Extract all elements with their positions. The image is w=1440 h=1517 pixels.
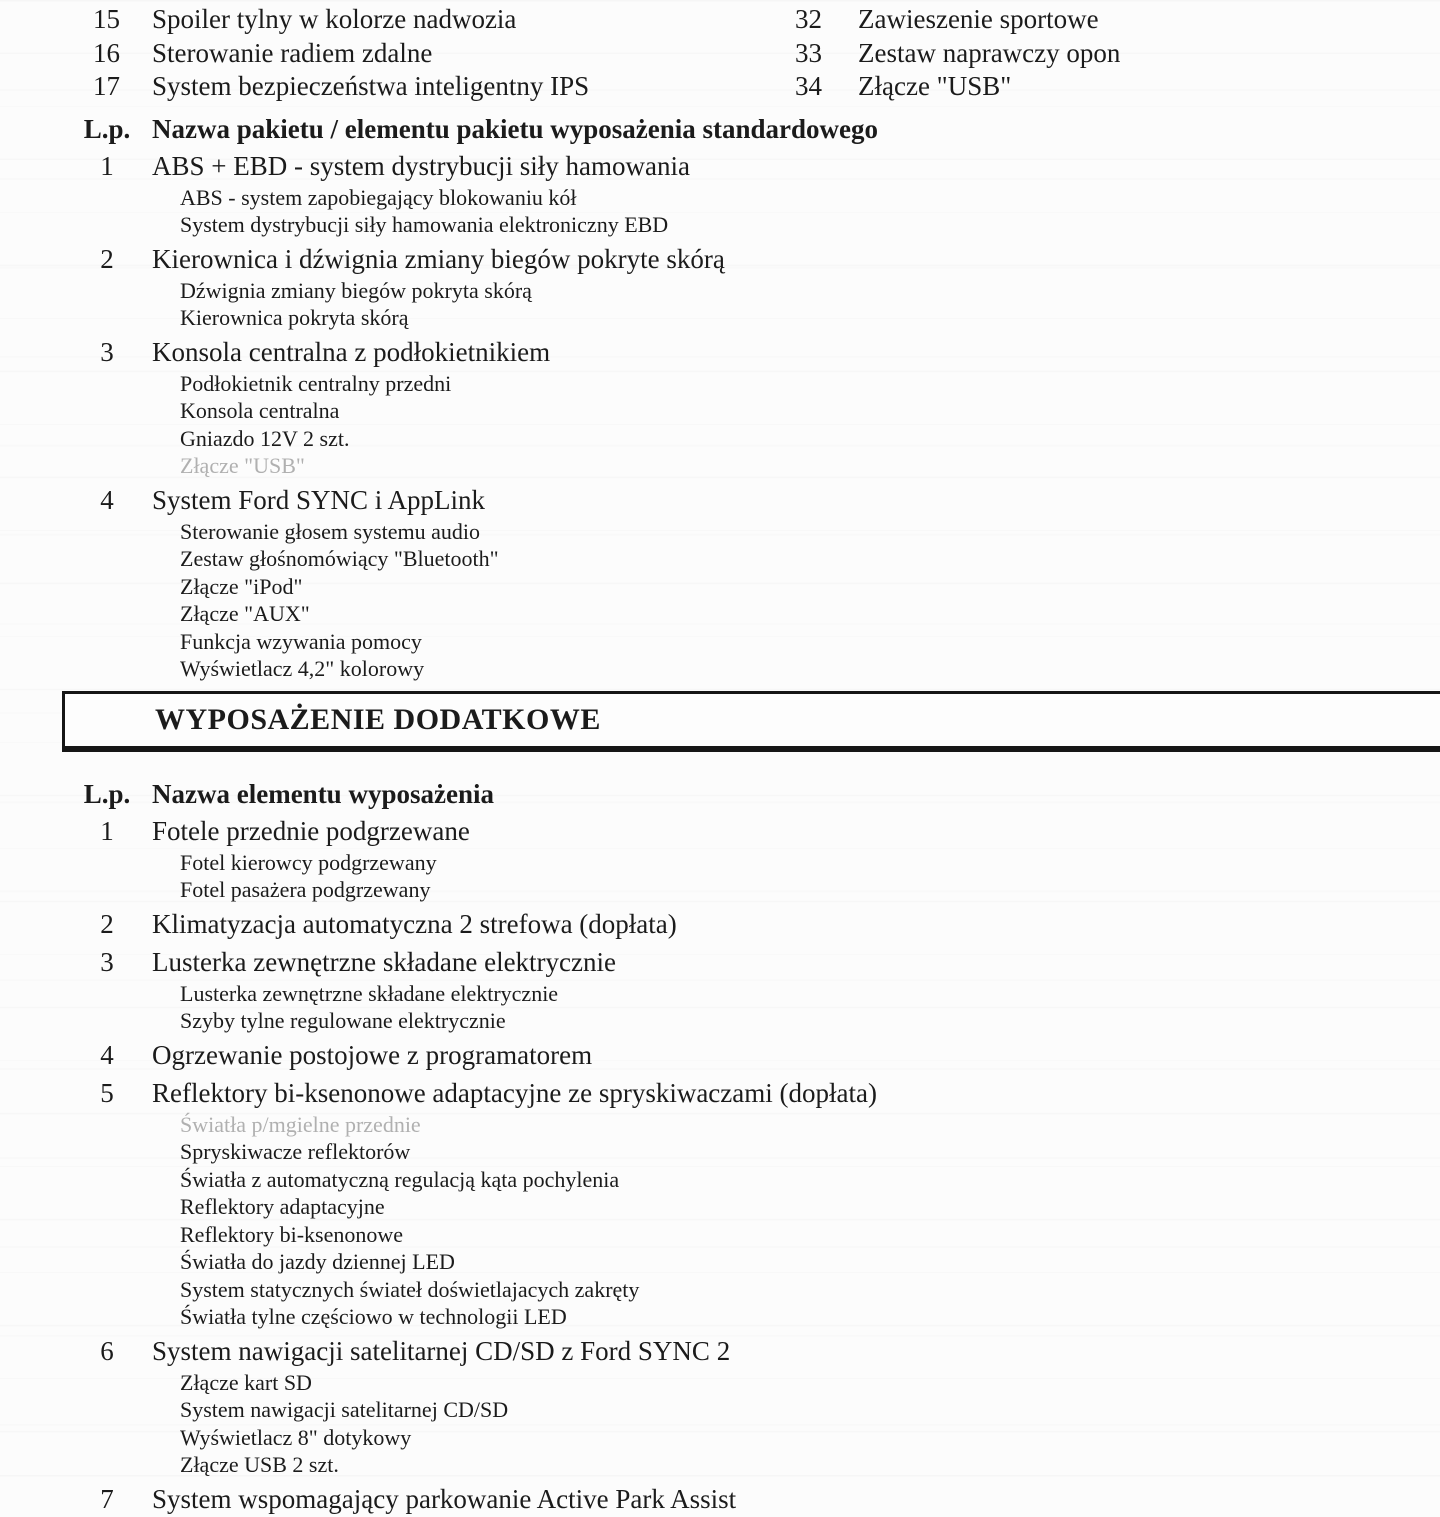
item-label: Zawieszenie sportowe	[858, 4, 1099, 34]
sub-item-label: Kierownica pokryta skórą	[180, 305, 409, 330]
sub-item-label: Złącze "AUX"	[180, 601, 310, 626]
sub-item-label: Światła p/mgielne przednie	[180, 1111, 421, 1137]
sub-item	[180, 277, 1440, 305]
item-number: 7	[100, 1483, 114, 1514]
sub-item-label: Konsola centralna	[180, 398, 340, 423]
list-item	[72, 907, 1440, 942]
sub-item	[180, 1221, 1440, 1249]
list-item	[72, 483, 1440, 518]
sub-item-label: Światła tylne częściowo w technologii LED	[180, 1304, 567, 1329]
item-number: 16	[93, 37, 120, 68]
item-label: Sterowanie radiem zdalne	[152, 37, 433, 68]
list-item	[72, 1076, 1440, 1111]
header-title: Nazwa elementu wyposażenia	[152, 778, 494, 809]
header-lp-label: L.p.	[83, 778, 131, 809]
sub-item-label: Podłokietnik centralny przedni	[180, 370, 452, 396]
item-number: 2	[100, 243, 114, 274]
sub-item-label: System nawigacji satelitarnej CD/SD	[180, 1397, 509, 1422]
sub-item-label: Szyby tylne regulowane elektrycznie	[180, 1008, 506, 1033]
sub-item	[180, 1276, 1440, 1304]
section-header	[72, 112, 1440, 146]
sub-item-label: Spryskiwacze reflektorów	[180, 1139, 411, 1164]
sub-item-label: Wyświetlacz 8" dotykowy	[180, 1424, 412, 1450]
additional-items-list	[0, 814, 1440, 1517]
item-number: 15	[93, 4, 120, 34]
sub-item-label: Światła z automatyczną regulacją kąta pochylenia	[180, 1166, 620, 1192]
sub-item-label: Gniazdo 12V 2 szt.	[180, 425, 350, 451]
sub-item-label: Złącze "iPod"	[180, 573, 303, 599]
sub-item	[180, 1111, 1440, 1139]
sub-item	[180, 573, 1440, 601]
sub-item	[180, 211, 1440, 239]
item-label: Konsola centralna z podłokietnikiem	[152, 336, 551, 367]
list-item	[72, 945, 1440, 980]
sub-item	[180, 184, 1440, 212]
list-item	[72, 335, 1440, 370]
sub-item-label: System dystrybucji siły hamowania elektroniczny EBD	[180, 212, 669, 237]
sub-item	[180, 1451, 1440, 1479]
sub-item	[180, 1007, 1440, 1035]
sub-item	[180, 452, 1440, 480]
additional-equipment-section	[0, 777, 1440, 1517]
additional-equipment-heading-box	[62, 691, 1440, 752]
item-number: 17	[93, 71, 120, 101]
item-number: 1	[100, 815, 114, 846]
item-label: System nawigacji satelitarnej CD/SD z Ford SYNC 2	[152, 1335, 731, 1366]
list-item	[72, 1482, 1440, 1517]
sub-item-label: Dźwignia zmiany biegów pokryta skórą	[180, 277, 532, 303]
list-item	[72, 1334, 1440, 1369]
item-label: Lusterka zewnętrzne składane elektrycznie	[152, 946, 616, 977]
sub-item	[180, 849, 1440, 877]
item-number: 4	[100, 484, 114, 515]
sub-item-label: System statycznych świateł doświetlajacych zakręty	[180, 1276, 640, 1302]
sub-item-label: Złącze kart SD	[180, 1369, 312, 1395]
item-number: 33	[795, 37, 822, 68]
top-list-right-column	[795, 3, 1120, 104]
sub-item	[180, 1303, 1440, 1331]
sub-item-label: Reflektory bi-ksenonowe	[180, 1221, 403, 1247]
item-label: System Ford SYNC i AppLink	[152, 484, 486, 515]
top-continuation-list	[0, 3, 1440, 104]
list-item	[72, 37, 1440, 71]
sub-item	[180, 600, 1440, 628]
sub-item	[180, 518, 1440, 546]
item-number: 32	[795, 4, 822, 34]
item-label: Zestaw naprawczy opon	[858, 37, 1121, 68]
sub-item	[180, 1424, 1440, 1452]
sub-item-label: Wyświetlacz 4,2" kolorowy	[180, 656, 425, 681]
sub-item-label: Sterowanie głosem systemu audio	[180, 518, 481, 544]
header-lp-label: L.p.	[83, 113, 131, 144]
top-list-left-column	[0, 3, 1440, 104]
item-number: 3	[100, 336, 114, 367]
sub-item	[180, 1193, 1440, 1221]
sub-item	[180, 397, 1440, 425]
sub-item	[180, 304, 1440, 332]
sub-item-label: Funkcja wzywania pomocy	[180, 628, 422, 654]
list-item	[72, 242, 1440, 277]
additional-equipment-heading: WYPOSAŻENIE DODATKOWE	[155, 702, 601, 736]
list-item	[795, 70, 1120, 104]
sub-item-label: Reflektory adaptacyjne	[180, 1194, 385, 1219]
sub-item-label: Złącze "USB"	[180, 453, 305, 478]
sub-item-label: ABS - system zapobiegający blokowaniu kół	[180, 184, 577, 210]
item-number: 2	[100, 908, 114, 939]
item-label: Ogrzewanie postojowe z programatorem	[152, 1039, 593, 1070]
sub-item-label: Fotel pasażera podgrzewany	[180, 877, 431, 902]
standard-items-list	[0, 149, 1440, 683]
item-label: Spoiler tylny w kolorze nadwozia	[152, 4, 517, 34]
sub-item	[180, 655, 1440, 683]
list-item	[72, 3, 1440, 37]
item-label: System wspomagający parkowanie Active Park Assist	[152, 1483, 737, 1514]
sub-item-label: Fotel kierowcy podgrzewany	[180, 849, 437, 875]
item-number: 3	[100, 946, 114, 977]
sub-item	[180, 628, 1440, 656]
item-label: Kierownica i dźwignia zmiany biegów pokryte skórą	[152, 243, 725, 274]
item-number: 34	[795, 71, 822, 101]
sub-item	[180, 1369, 1440, 1397]
list-item	[72, 149, 1440, 184]
item-number: 4	[100, 1039, 114, 1070]
sub-item	[180, 1138, 1440, 1166]
item-label: ABS + EBD - system dystrybucji siły hamowania	[152, 150, 690, 181]
item-number: 6	[100, 1335, 114, 1366]
section-header	[72, 777, 1440, 811]
item-number: 5	[100, 1077, 114, 1108]
sub-item-label: Złącze USB 2 szt.	[180, 1452, 339, 1477]
item-number: 1	[100, 150, 114, 181]
sub-item-label: Lusterka zewnętrzne składane elektrycznie	[180, 980, 559, 1006]
sub-item	[180, 1396, 1440, 1424]
sub-item	[180, 425, 1440, 453]
header-title: Nazwa pakietu / elementu pakietu wyposażenia standardowego	[152, 113, 879, 144]
sub-item-label: Światła do jazdy dziennej LED	[180, 1249, 455, 1274]
list-item	[795, 3, 1120, 37]
list-item	[795, 37, 1120, 71]
sub-item	[180, 980, 1440, 1008]
list-item	[72, 814, 1440, 849]
sub-item-label: Zestaw głośnomówiący "Bluetooth"	[180, 546, 499, 571]
standard-equipment-section	[0, 112, 1440, 683]
item-label: Złącze "USB"	[858, 71, 1012, 101]
list-item	[72, 70, 1440, 104]
item-label: Reflektory bi-ksenonowe adaptacyjne ze spryskiwaczami (dopłata)	[152, 1077, 877, 1108]
item-label: System bezpieczeństwa inteligentny IPS	[152, 71, 590, 101]
item-label: Fotele przednie podgrzewane	[152, 815, 470, 846]
sub-item	[180, 1248, 1440, 1276]
sub-item	[180, 370, 1440, 398]
item-label: Klimatyzacja automatyczna 2 strefowa (dopłata)	[152, 908, 677, 939]
sub-item	[180, 1166, 1440, 1194]
sub-item	[180, 545, 1440, 573]
sub-item	[180, 876, 1440, 904]
list-item	[72, 1038, 1440, 1073]
